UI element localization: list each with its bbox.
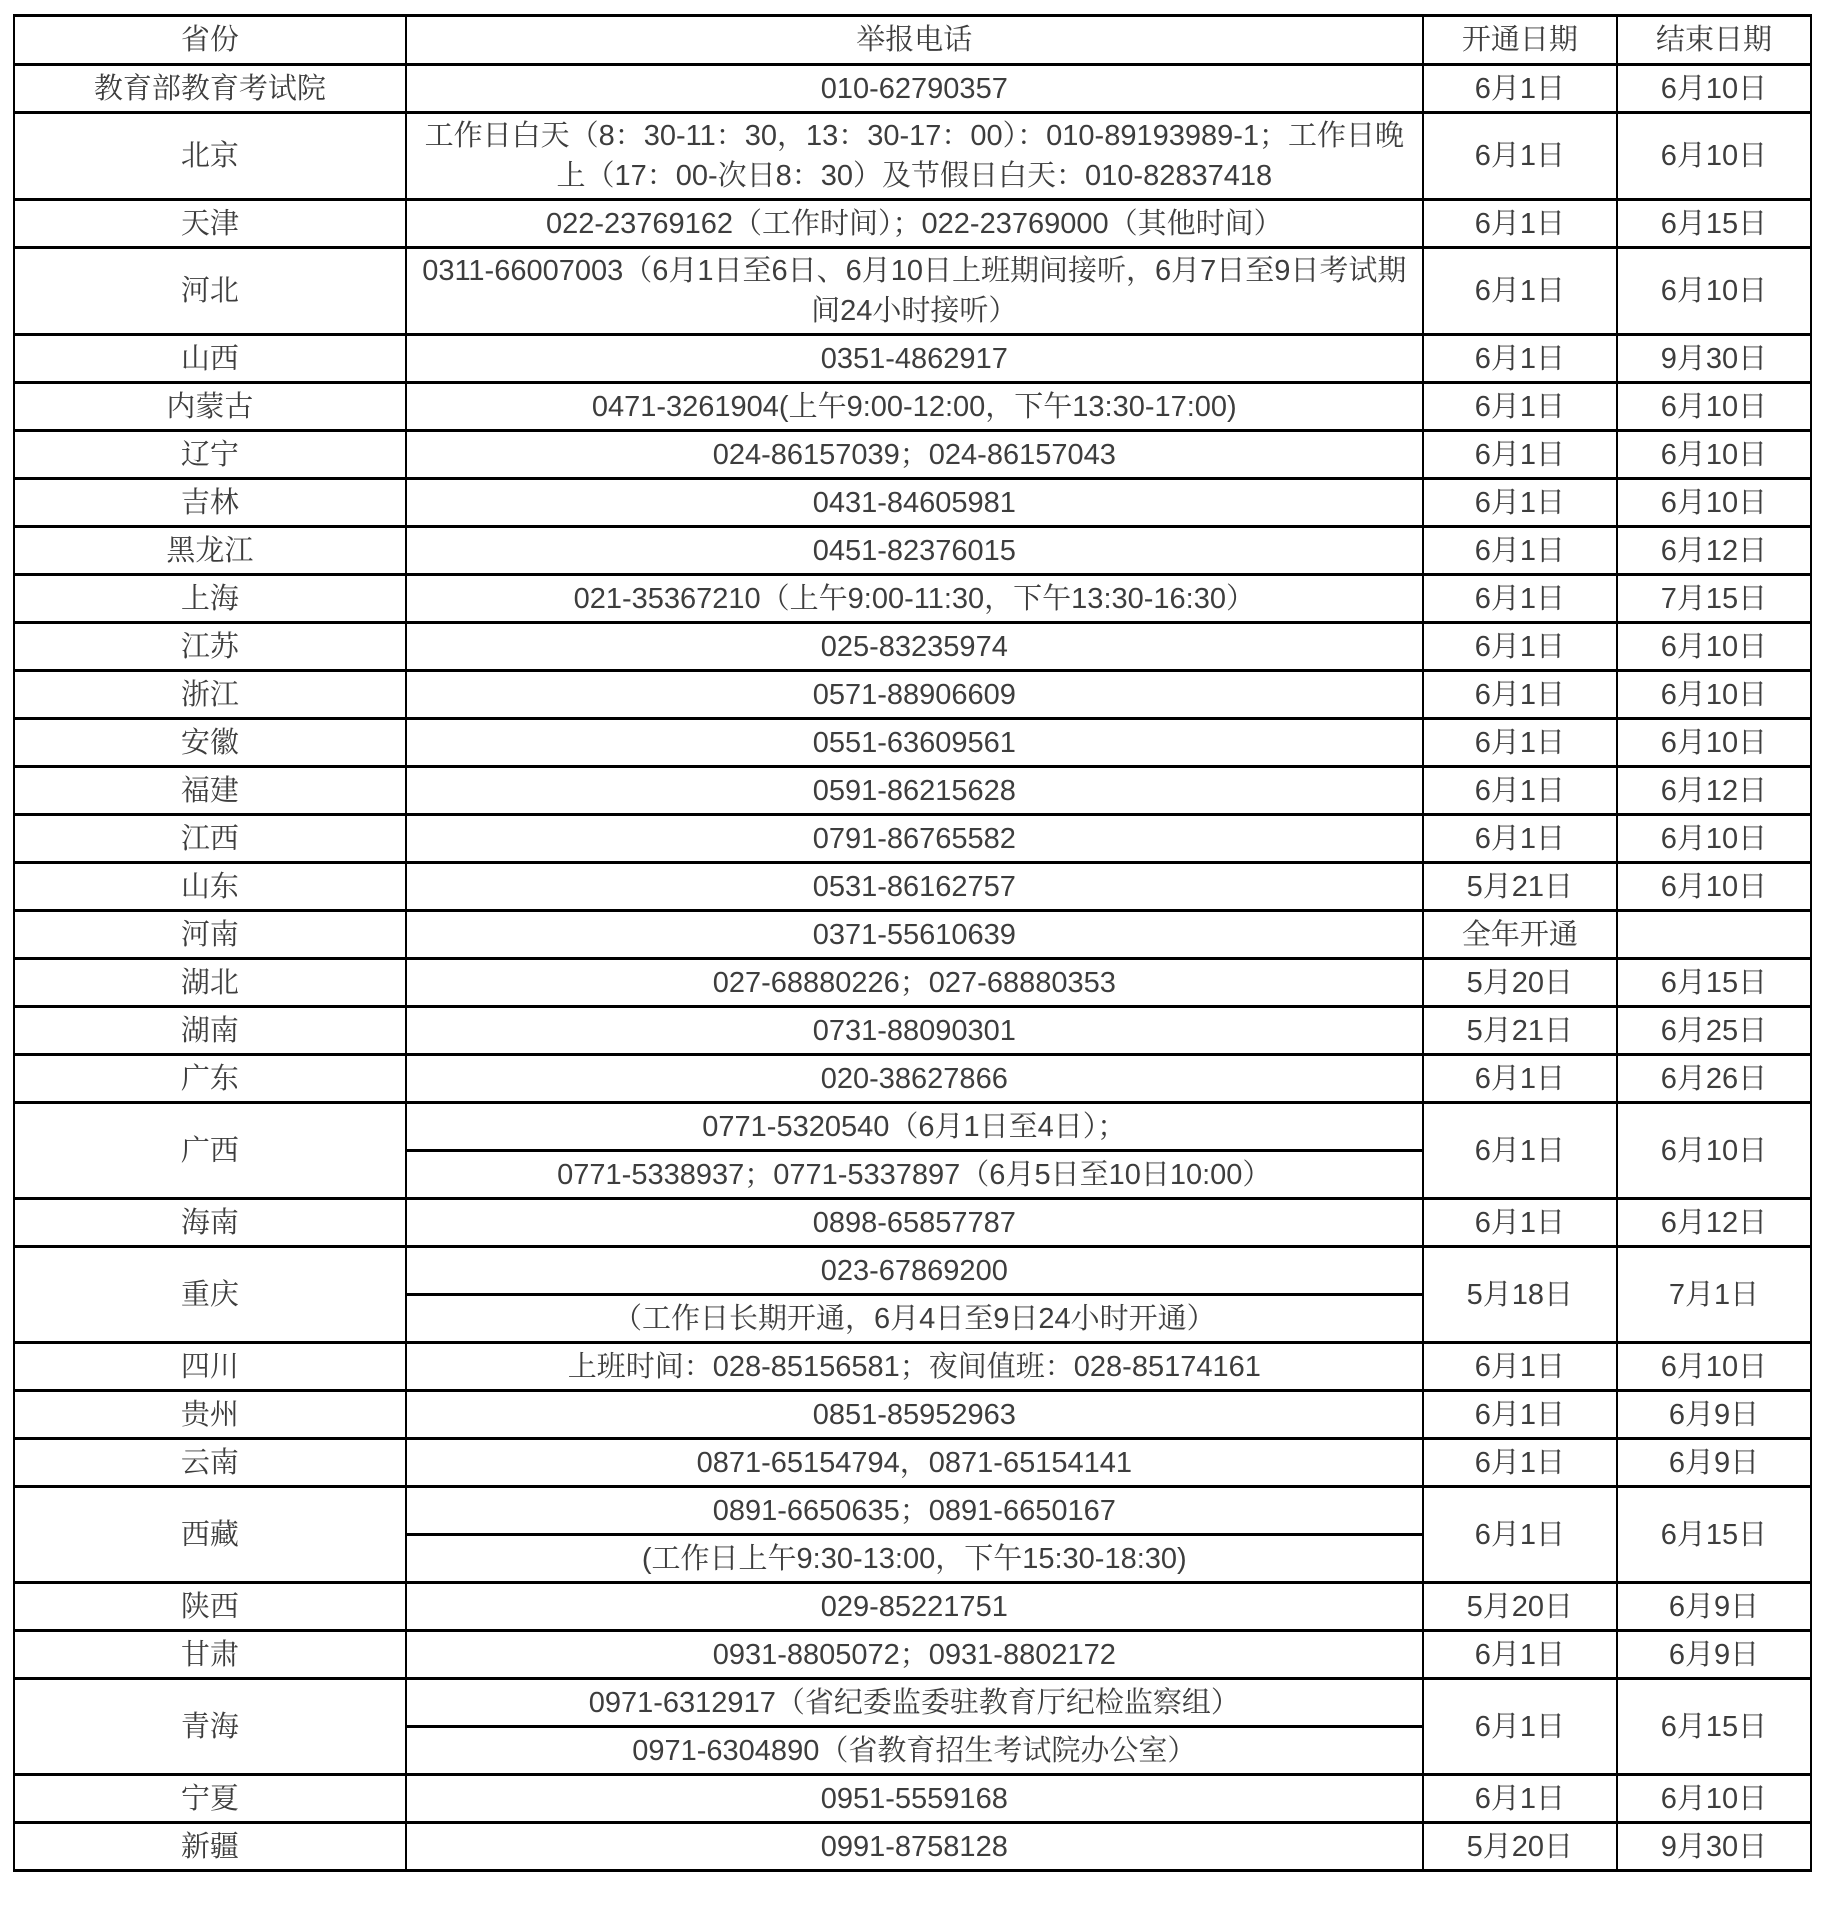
province-cell: 浙江	[14, 671, 406, 719]
table-row	[14, 815, 1811, 863]
province-cell: 天津	[14, 200, 406, 248]
header-open-date: 开通日期	[1423, 16, 1617, 65]
phone-cell: 023-67869200	[406, 1247, 1423, 1295]
close-date-cell: 6月9日	[1617, 1439, 1811, 1487]
phone-cell: 029-85221751	[406, 1583, 1423, 1631]
open-date-cell: 6月1日	[1423, 671, 1617, 719]
province-cell: 黑龙江	[14, 527, 406, 575]
province-cell: 西藏	[14, 1487, 406, 1583]
close-date-cell: 6月10日	[1617, 815, 1811, 863]
province-cell: 宁夏	[14, 1775, 406, 1823]
table-row	[14, 1343, 1811, 1391]
open-date-cell: 6月1日	[1423, 1103, 1617, 1199]
open-date-cell: 6月1日	[1423, 383, 1617, 431]
close-date-cell: 6月10日	[1617, 1775, 1811, 1823]
table-row	[14, 335, 1811, 383]
table-row	[14, 767, 1811, 815]
province-cell: 山东	[14, 863, 406, 911]
table-header	[14, 16, 1811, 65]
table-row	[14, 1583, 1811, 1631]
phone-cell: 0351-4862917	[406, 335, 1423, 383]
table-row	[14, 1103, 1811, 1151]
province-cell: 云南	[14, 1439, 406, 1487]
phone-cell: 0531-86162757	[406, 863, 1423, 911]
table-row	[14, 1439, 1811, 1487]
close-date-cell	[1617, 911, 1811, 959]
open-date-cell: 6月1日	[1423, 575, 1617, 623]
open-date-cell: 6月1日	[1423, 1679, 1617, 1775]
table-row	[14, 479, 1811, 527]
table-row	[14, 1487, 1811, 1535]
open-date-cell: 6月1日	[1423, 248, 1617, 335]
phone-cell: 上班时间：028-85156581；夜间值班：028-85174161	[406, 1343, 1423, 1391]
province-cell: 重庆	[14, 1247, 406, 1343]
province-cell: 河北	[14, 248, 406, 335]
phone-cell: 0731-88090301	[406, 1007, 1423, 1055]
open-date-cell: 6月1日	[1423, 719, 1617, 767]
phone-cell: (工作日上午9:30-13:00，下午15:30-18:30)	[406, 1535, 1423, 1583]
close-date-cell: 6月25日	[1617, 1007, 1811, 1055]
close-date-cell: 6月15日	[1617, 959, 1811, 1007]
table-row	[14, 575, 1811, 623]
table-row	[14, 200, 1811, 248]
phone-cell: 0591-86215628	[406, 767, 1423, 815]
table-row	[14, 1199, 1811, 1247]
open-date-cell: 6月1日	[1423, 527, 1617, 575]
phone-cell: 0551-63609561	[406, 719, 1423, 767]
phone-cell: 0471-3261904(上午9:00-12:00，下午13:30-17:00)	[406, 383, 1423, 431]
table-row	[14, 248, 1811, 335]
open-date-cell: 6月1日	[1423, 1487, 1617, 1583]
close-date-cell: 6月10日	[1617, 863, 1811, 911]
table-row	[14, 719, 1811, 767]
open-date-cell: 5月21日	[1423, 863, 1617, 911]
table-row	[14, 1247, 1811, 1295]
close-date-cell: 6月12日	[1617, 1199, 1811, 1247]
table-row	[14, 623, 1811, 671]
open-date-cell: 6月1日	[1423, 431, 1617, 479]
province-cell: 贵州	[14, 1391, 406, 1439]
open-date-cell: 6月1日	[1423, 1055, 1617, 1103]
table-row	[14, 1631, 1811, 1679]
open-date-cell: 6月1日	[1423, 335, 1617, 383]
open-date-cell: 5月18日	[1423, 1247, 1617, 1343]
table-row	[14, 383, 1811, 431]
close-date-cell: 6月10日	[1617, 248, 1811, 335]
province-cell: 江西	[14, 815, 406, 863]
phone-cell: 0971-6312917（省纪委监委驻教育厅纪检监察组）	[406, 1679, 1423, 1727]
header-close-date: 结束日期	[1617, 16, 1811, 65]
province-cell: 陕西	[14, 1583, 406, 1631]
table-row	[14, 1007, 1811, 1055]
open-date-cell: 5月21日	[1423, 1007, 1617, 1055]
phone-cell: 0371-55610639	[406, 911, 1423, 959]
province-cell: 河南	[14, 911, 406, 959]
open-date-cell: 6月1日	[1423, 1391, 1617, 1439]
close-date-cell: 9月30日	[1617, 335, 1811, 383]
close-date-cell: 6月10日	[1617, 1343, 1811, 1391]
phone-cell: 020-38627866	[406, 1055, 1423, 1103]
table-row	[14, 1055, 1811, 1103]
close-date-cell: 6月10日	[1617, 623, 1811, 671]
province-cell: 新疆	[14, 1823, 406, 1871]
province-cell: 吉林	[14, 479, 406, 527]
close-date-cell: 6月10日	[1617, 479, 1811, 527]
province-cell: 海南	[14, 1199, 406, 1247]
open-date-cell: 5月20日	[1423, 1823, 1617, 1871]
close-date-cell: 6月26日	[1617, 1055, 1811, 1103]
province-cell: 安徽	[14, 719, 406, 767]
phone-cell: 0571-88906609	[406, 671, 1423, 719]
phone-cell: 0451-82376015	[406, 527, 1423, 575]
open-date-cell: 6月1日	[1423, 1343, 1617, 1391]
header-row	[14, 16, 1811, 65]
phone-cell: 0791-86765582	[406, 815, 1423, 863]
open-date-cell: 6月1日	[1423, 623, 1617, 671]
header-province: 省份	[14, 16, 406, 65]
phone-cell: 0771-5320540（6月1日至4日）；	[406, 1103, 1423, 1151]
table-row	[14, 113, 1811, 200]
close-date-cell: 6月12日	[1617, 527, 1811, 575]
phone-cell: 022-23769162（工作时间）；022-23769000（其他时间）	[406, 200, 1423, 248]
phone-cell: 0771-5338937；0771-5337897（6月5日至10日10:00）	[406, 1151, 1423, 1199]
province-cell: 江苏	[14, 623, 406, 671]
open-date-cell: 6月1日	[1423, 1775, 1617, 1823]
table-row	[14, 1391, 1811, 1439]
close-date-cell: 6月15日	[1617, 1679, 1811, 1775]
table-row	[14, 863, 1811, 911]
province-cell: 甘肃	[14, 1631, 406, 1679]
phone-cell: 024-86157039；024-86157043	[406, 431, 1423, 479]
table-row	[14, 527, 1811, 575]
phone-cell: 工作日白天（8：30-11：30，13：30-17：00）：010-89193989-1；工作日晚上（17：00-次日8：30）及节假日白天：010-82837418	[406, 113, 1423, 200]
province-cell: 福建	[14, 767, 406, 815]
table-row	[14, 911, 1811, 959]
open-date-cell: 6月1日	[1423, 479, 1617, 527]
phone-cell: 0991-8758128	[406, 1823, 1423, 1871]
open-date-cell: 6月1日	[1423, 200, 1617, 248]
province-cell: 四川	[14, 1343, 406, 1391]
table-row	[14, 1823, 1811, 1871]
province-cell: 广西	[14, 1103, 406, 1199]
close-date-cell: 6月10日	[1617, 65, 1811, 113]
close-date-cell: 7月1日	[1617, 1247, 1811, 1343]
table-row	[14, 1679, 1811, 1727]
province-cell: 湖南	[14, 1007, 406, 1055]
table-row	[14, 1775, 1811, 1823]
close-date-cell: 6月9日	[1617, 1631, 1811, 1679]
phone-cell: 021-35367210（上午9:00-11:30，下午13:30-16:30）	[406, 575, 1423, 623]
close-date-cell: 6月15日	[1617, 1487, 1811, 1583]
table-body	[14, 65, 1811, 1871]
close-date-cell: 6月12日	[1617, 767, 1811, 815]
open-date-cell: 5月20日	[1423, 959, 1617, 1007]
province-cell: 教育部教育考试院	[14, 65, 406, 113]
close-date-cell: 6月10日	[1617, 431, 1811, 479]
hotline-table	[13, 14, 1812, 1872]
close-date-cell: 7月15日	[1617, 575, 1811, 623]
open-date-cell: 6月1日	[1423, 815, 1617, 863]
province-cell: 上海	[14, 575, 406, 623]
table-row	[14, 431, 1811, 479]
province-cell: 内蒙古	[14, 383, 406, 431]
phone-cell: 0871-65154794，0871-65154141	[406, 1439, 1423, 1487]
open-date-cell: 6月1日	[1423, 65, 1617, 113]
close-date-cell: 6月10日	[1617, 719, 1811, 767]
open-date-cell: 6月1日	[1423, 1631, 1617, 1679]
close-date-cell: 9月30日	[1617, 1823, 1811, 1871]
phone-cell: （工作日长期开通，6月4日至9日24小时开通）	[406, 1295, 1423, 1343]
phone-cell: 0971-6304890（省教育招生考试院办公室）	[406, 1727, 1423, 1775]
phone-cell: 0951-5559168	[406, 1775, 1423, 1823]
phone-cell: 027-68880226；027-68880353	[406, 959, 1423, 1007]
phone-cell: 0931-8805072；0931-8802172	[406, 1631, 1423, 1679]
open-date-cell: 6月1日	[1423, 113, 1617, 200]
close-date-cell: 6月9日	[1617, 1391, 1811, 1439]
open-date-cell: 全年开通	[1423, 911, 1617, 959]
province-cell: 湖北	[14, 959, 406, 1007]
phone-cell: 010-62790357	[406, 65, 1423, 113]
phone-cell: 0898-65857787	[406, 1199, 1423, 1247]
phone-cell: 025-83235974	[406, 623, 1423, 671]
province-cell: 北京	[14, 113, 406, 200]
open-date-cell: 6月1日	[1423, 1439, 1617, 1487]
phone-cell: 0311-66007003（6月1日至6日、6月10日上班期间接听，6月7日至9日考试期间24小时接听）	[406, 248, 1423, 335]
close-date-cell: 6月10日	[1617, 383, 1811, 431]
close-date-cell: 6月10日	[1617, 671, 1811, 719]
header-phone: 举报电话	[406, 16, 1423, 65]
table-row	[14, 959, 1811, 1007]
table-row	[14, 671, 1811, 719]
table-row	[14, 65, 1811, 113]
close-date-cell: 6月15日	[1617, 200, 1811, 248]
open-date-cell: 6月1日	[1423, 767, 1617, 815]
close-date-cell: 6月10日	[1617, 1103, 1811, 1199]
province-cell: 青海	[14, 1679, 406, 1775]
phone-cell: 0851-85952963	[406, 1391, 1423, 1439]
phone-cell: 0431-84605981	[406, 479, 1423, 527]
phone-cell: 0891-6650635；0891-6650167	[406, 1487, 1423, 1535]
province-cell: 广东	[14, 1055, 406, 1103]
province-cell: 山西	[14, 335, 406, 383]
open-date-cell: 6月1日	[1423, 1199, 1617, 1247]
province-cell: 辽宁	[14, 431, 406, 479]
open-date-cell: 5月20日	[1423, 1583, 1617, 1631]
close-date-cell: 6月9日	[1617, 1583, 1811, 1631]
close-date-cell: 6月10日	[1617, 113, 1811, 200]
